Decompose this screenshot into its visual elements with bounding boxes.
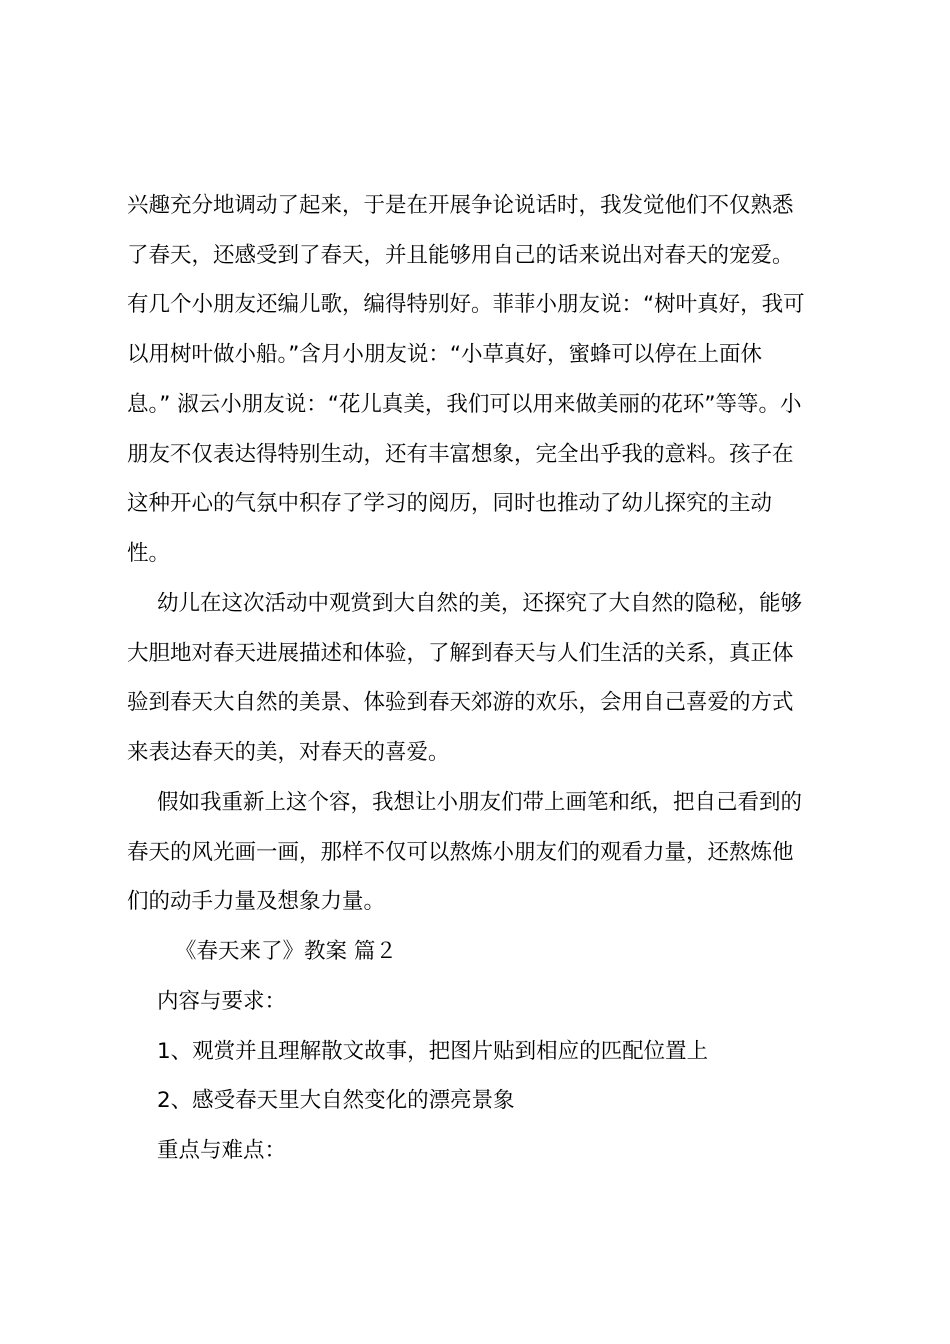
paragraph-line: 息。” 淑云小朋友说：“花儿真美，我们可以用来做美丽的花环”等等。小 <box>127 392 802 417</box>
paragraph-line: 性。 <box>127 541 171 566</box>
paragraph-line: 兴趣充分地调动了起来，于是在开展争论说话时，我发觉他们不仅熟悉 <box>127 193 794 218</box>
paragraph-line: 假如我重新上这个容，我想让小朋友们带上画笔和纸，把自己看到的 <box>157 790 803 815</box>
content-label: 内容与要求： <box>157 989 287 1014</box>
paragraph-line: 朋友不仅表达得特别生动，还有丰富想象，完全出乎我的意料。孩子在 <box>127 442 794 467</box>
requirement-item: 1、观赏并且理解散文故事，把图片贴到相应的匹配位置上 <box>157 1039 709 1064</box>
key-points-label: 重点与难点： <box>157 1138 287 1163</box>
paragraph-line: 验到春天大自然的美景、体验到春天郊游的欢乐，会用自己喜爱的方式 <box>127 690 794 715</box>
paragraph-line: 幼儿在这次活动中观赏到大自然的美，还探究了大自然的隐秘，能够 <box>157 591 803 616</box>
paragraph-line: 大胆地对春天进展描述和体验，了解到春天与人们生活的关系，真正体 <box>127 641 794 666</box>
paragraph-line: 有几个小朋友还编儿歌，编得特别好。菲菲小朋友说：“树叶真好，我可 <box>127 292 805 317</box>
paragraph-line: 了春天，还感受到了春天，并且能够用自己的话来说出对春天的宠爱。 <box>127 243 794 268</box>
section-heading: 《春天来了》教案 篇２ <box>175 939 397 964</box>
requirement-item: 2、感受春天里大自然变化的漂亮景象 <box>157 1088 515 1113</box>
paragraph-line: 春天的风光画一画，那样不仅可以熬炼小朋友们的观看力量，还熬炼他 <box>127 840 794 865</box>
paragraph-line: 来表达春天的美，对春天的喜爱。 <box>127 740 450 765</box>
paragraph-line: 们的动手力量及想象力量。 <box>127 889 386 914</box>
paragraph-line: 以用树叶做小船。”含月小朋友说：“小草真好，蜜蜂可以停在上面休 <box>127 342 763 367</box>
paragraph-line: 这种开心的气氛中积存了学习的阅历，同时也推动了幼儿探究的主动 <box>127 491 773 516</box>
